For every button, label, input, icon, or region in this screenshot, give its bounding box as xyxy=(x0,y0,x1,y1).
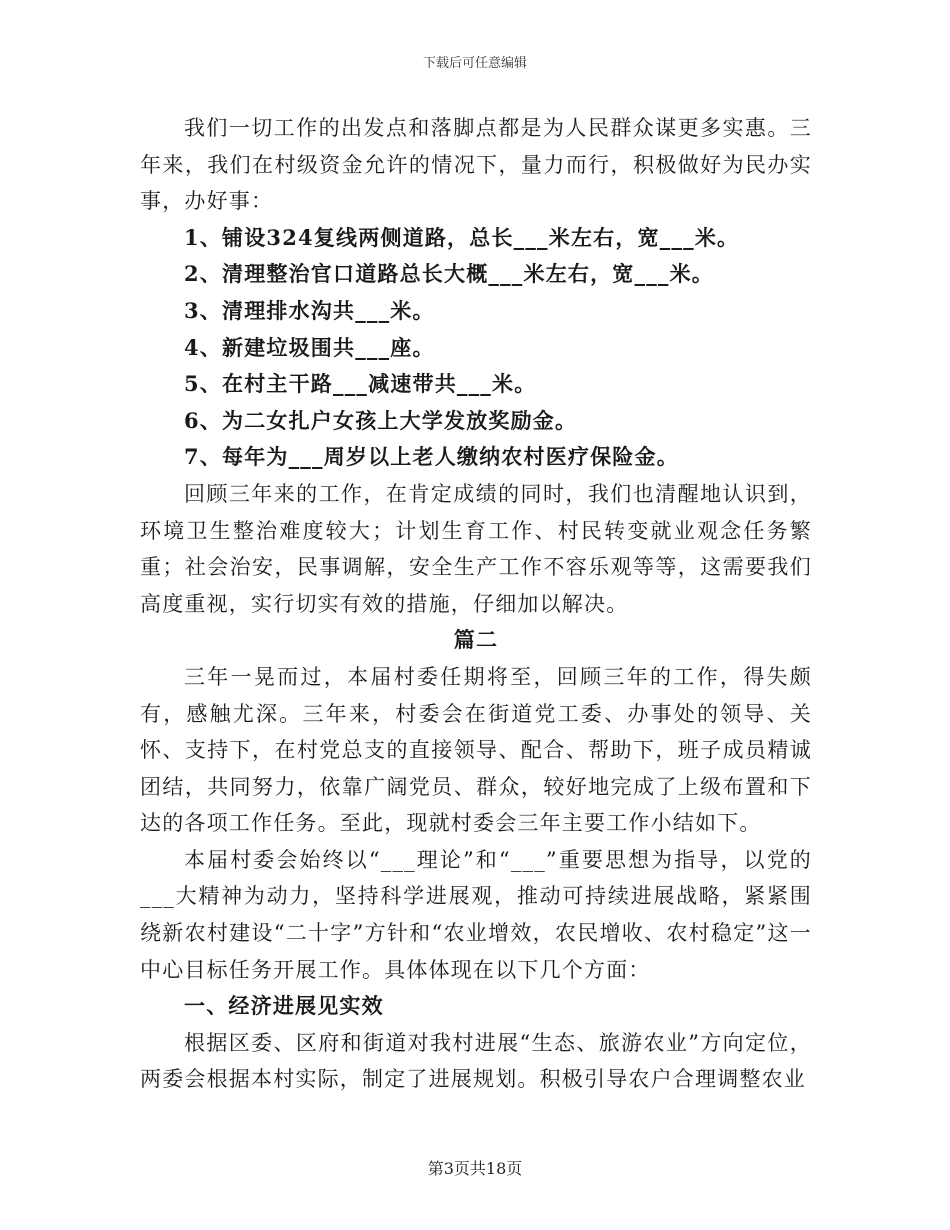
document-body xyxy=(140,110,812,1098)
summary-paragraph: 三年一晃而过，本届村委任期将至，回顾三年的工作，得失颇有，感触尤深。三年来，村委会在街道党工委、办事处的领导、关怀、支持下，在村党总支的直接领导、配合、帮助下，班子成员精诚团结，共同努力，依靠广阔党员、群众，较好地完成了上级布置和下达的各项工作任务。至此，现就村委会三年主要工作小结如下。 xyxy=(140,664,812,836)
guidance-paragraph: 本届村委会始终以“___理论”和“___”重要思想为指导，以党的___大精神为动力，坚持科学进展观，推动可持续进展战略，紧紧围绕新农村建设“二十字”方针和“农业增效，农民增收、农村稳定”这一中心目标任务开展工作。具体体现在以下几个方面： xyxy=(140,847,812,982)
page-header-note: 下载后可任意编辑 xyxy=(422,56,527,71)
list-item: 3、清理排水沟共___米。 xyxy=(184,297,435,323)
list-item: 4、新建垃圾围共___座。 xyxy=(184,334,435,360)
subheading: 一、经济进展见实效 xyxy=(184,993,384,1019)
page-number: 第3页共18页 xyxy=(427,1159,523,1178)
economy-paragraph: 根据区委、区府和街道对我村进展“生态、旅游农业”方向定位，两委会根据本村实际，制定了进展规划。积极引导农户合理调整农业 xyxy=(140,1030,812,1092)
intro-paragraph: 我们一切工作的出发点和落脚点都是为人民群众谋更多实惠。三年来，我们在村级资金允许的情况下，量力而行，积极做好为民办实事，办好事： xyxy=(140,116,812,214)
list-item: 6、为二女扎户女孩上大学发放奖励金。 xyxy=(184,407,578,433)
section-title: 篇二 xyxy=(453,627,499,653)
list-item: 7、每年为___周岁以上老人缴纳农村医疗保险金。 xyxy=(184,444,679,470)
list-item: 2、清理整治官口道路总长大概___米左右，宽___米。 xyxy=(184,261,715,287)
list-item: 5、在村主干路___减速带共___米。 xyxy=(184,371,537,397)
list-item: 1、铺设324复线两侧道路，总长___米左右，宽___米。 xyxy=(184,224,740,250)
review-paragraph: 回顾三年来的工作，在肯定成绩的同时，我们也清醒地认识到，环境卫生整治难度较大；计划生育工作、村民转变就业观念任务繁重；社会治安，民事调解，安全生产工作不容乐观等等，这需要我们高度重视，实行切实有效的措施，仔细加以解决。 xyxy=(140,481,812,616)
